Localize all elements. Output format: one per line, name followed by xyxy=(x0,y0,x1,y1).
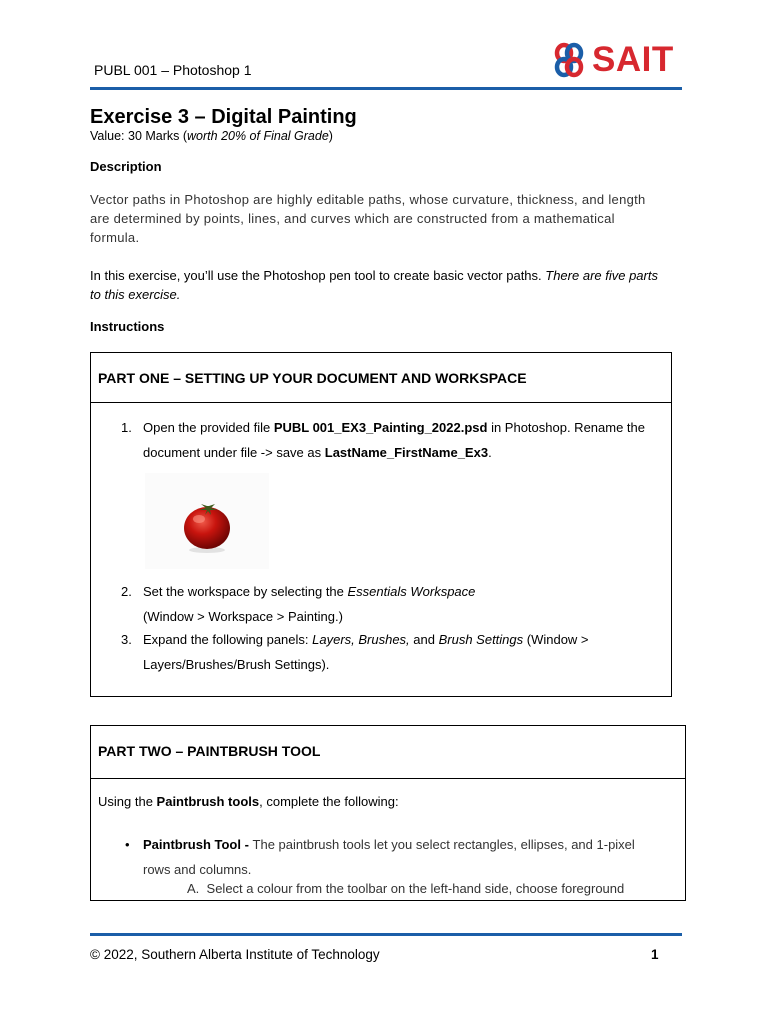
part-two-title: PART TWO – PAINTBRUSH TOOL xyxy=(98,743,321,759)
item-text xyxy=(143,579,656,629)
list-item xyxy=(121,627,656,677)
list-item xyxy=(125,832,643,882)
description-heading: Description xyxy=(90,159,162,174)
item-text xyxy=(143,415,656,465)
item3-text-e: (Window > Layers/Brushes/Brush Settings). xyxy=(143,632,589,672)
item2-text-c: (Window > Workspace > Painting.) xyxy=(143,609,343,624)
part-two-intro-c: , complete the following: xyxy=(259,794,399,809)
item3-brush-settings: Brush Settings xyxy=(438,632,524,647)
part-two-intro xyxy=(98,794,399,809)
bullet-label: Paintbrush Tool - xyxy=(143,837,253,852)
part-two-intro-b: Paintbrush tools xyxy=(156,794,260,809)
bullet-icon: • xyxy=(125,837,130,852)
tomato-illustration xyxy=(145,473,269,569)
page-title: Exercise 3 – Digital Painting xyxy=(90,106,357,128)
item1-text-e: . xyxy=(488,445,492,460)
item1-savename: LastName_FirstName_Ex3 xyxy=(324,445,489,460)
value-italic: worth 20% of Final Grade xyxy=(187,129,329,143)
item-text xyxy=(143,627,656,677)
item-number: 1. xyxy=(121,420,132,435)
value-prefix: Value: 30 Marks ( xyxy=(90,129,188,143)
intro-text: In this exercise, you’ll use the Photoshop pen tool to create basic vector paths. xyxy=(90,268,546,283)
sub-item xyxy=(187,881,624,896)
instructions-heading: Instructions xyxy=(90,319,165,334)
item1-text-c: in Photoshop. Rename the document under file -> save as xyxy=(143,420,646,460)
part-two-intro-a: Using the xyxy=(98,794,157,809)
description-paragraph: Vector paths in Photoshop are highly editable paths, whose curvature, thickness, and length are determined by points, lines, and curves which are constructed from a mathematical formula. xyxy=(90,192,646,245)
value-suffix: ) xyxy=(328,129,333,143)
footer-rule xyxy=(90,933,682,936)
item3-text-c: and xyxy=(409,632,439,647)
item2-workspace: Essentials Workspace xyxy=(347,584,476,599)
item1-text-a: Open the provided file xyxy=(143,420,274,435)
item-number: 2. xyxy=(121,584,132,599)
sait-knot-icon xyxy=(552,40,588,80)
sub-item-label: A. xyxy=(187,881,200,896)
intro-paragraph xyxy=(90,266,670,304)
footer-copyright: © 2022, Southern Alberta Institute of Technology xyxy=(90,947,380,962)
tomato-image xyxy=(145,473,269,569)
intro-italic: There are five parts to this exercise. xyxy=(90,268,658,302)
list-item xyxy=(121,415,656,465)
sub-item-text: Select a colour from the toolbar on the left-hand side, choose foreground xyxy=(206,881,625,896)
item2-text-a: Set the workspace by selecting the xyxy=(143,584,348,599)
list-item xyxy=(121,579,656,629)
part-one-title: PART ONE – SETTING UP YOUR DOCUMENT AND WORKSPACE xyxy=(98,370,527,386)
part-one-box xyxy=(90,352,672,697)
sait-logo xyxy=(552,40,682,80)
header-rule xyxy=(90,87,682,90)
bullet-text: The paintbrush tools let you select rectangles, ellipses, and 1-pixel rows and columns. xyxy=(143,837,635,877)
page-number: 1 xyxy=(651,947,659,962)
item3-panels: Layers, Brushes, xyxy=(312,632,410,647)
logo-wordmark: SAIT xyxy=(592,40,674,79)
item3-text-a: Expand the following panels: xyxy=(143,632,313,647)
part-one-divider xyxy=(91,402,671,403)
part-two-box xyxy=(90,725,686,901)
header-course: PUBL 001 – Photoshop 1 xyxy=(94,62,252,78)
item-number: 3. xyxy=(121,632,132,647)
item1-filename: PUBL 001_EX3_Painting_2022.psd xyxy=(273,420,488,435)
value-line xyxy=(90,129,333,143)
part-two-divider xyxy=(91,778,685,779)
